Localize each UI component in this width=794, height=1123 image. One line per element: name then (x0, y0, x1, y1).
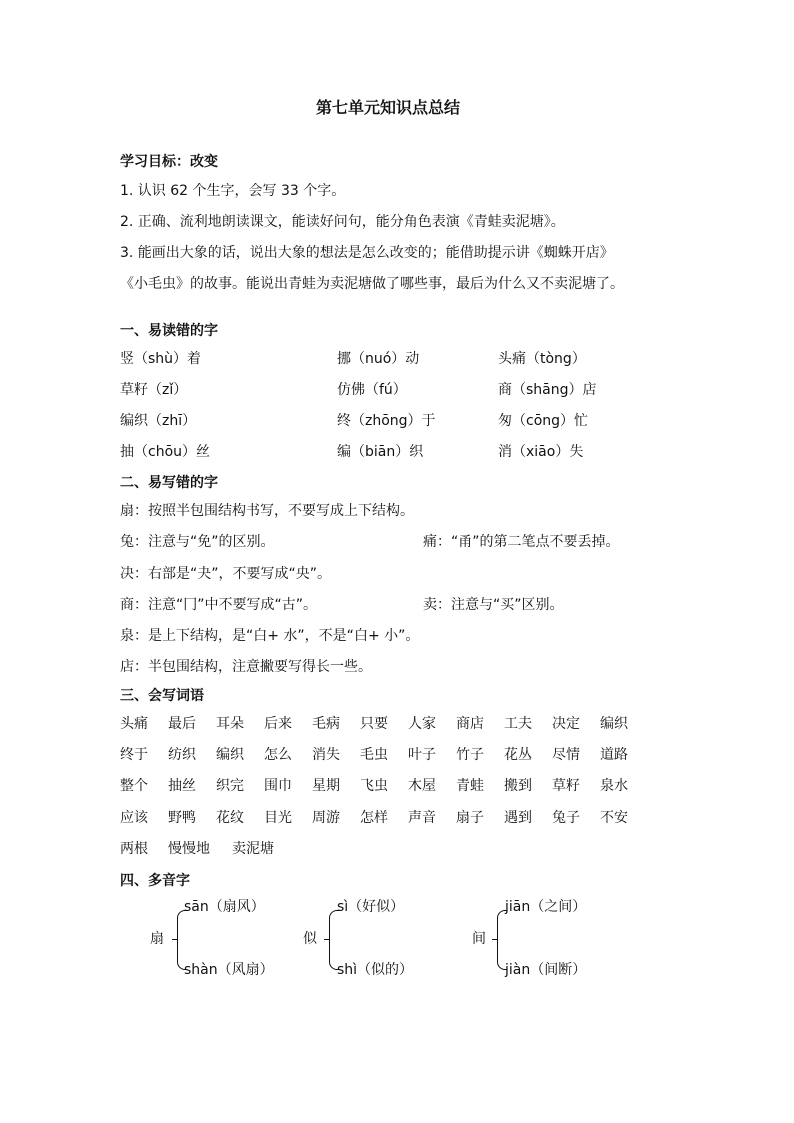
goal-line-3: 3. 能画出大象的话，说出大象的想法是怎么改变的；能借助提示讲《蜘蛛开店》 (120, 245, 614, 261)
writing-note: 泉：是上下结构，是“白+ 水”，不是“白+ 小”。 (120, 628, 420, 644)
vocab-word: 声音 (408, 810, 436, 826)
goal-line-1: 1. 认识 62 个生字，会写 33 个字。 (120, 183, 346, 199)
vocab-word: 泉水 (600, 778, 628, 794)
vocab-word: 怎么 (264, 747, 292, 763)
polyphone-char: 似 (303, 931, 317, 947)
pinyin-item: 编织（zhī） (120, 413, 197, 429)
vocab-word: 毛病 (312, 716, 340, 732)
vocab-word: 叶子 (408, 747, 436, 763)
vocab-word: 抽丝 (168, 778, 196, 794)
vocab-word: 决定 (552, 716, 580, 732)
writing-note: 商：注意“冂”中不要写成“古”。 (120, 597, 318, 613)
polyphone-reading-bottom: jiàn（间断） (505, 962, 587, 978)
vocab-word: 青蛙 (456, 778, 484, 794)
vocab-word: 终于 (120, 747, 148, 763)
pinyin-item: 消（xiāo）失 (498, 444, 584, 460)
vocab-word: 只要 (360, 716, 388, 732)
section1-heading: 一、易读错的字 (120, 323, 218, 339)
pinyin-item: 头痛（tòng） (498, 351, 586, 367)
vocab-word: 花纹 (216, 810, 244, 826)
section4-heading: 四、多音字 (120, 873, 190, 889)
vocab-word: 头痛 (120, 716, 148, 732)
vocab-word: 毛虫 (360, 747, 388, 763)
vocab-word: 草籽 (552, 778, 580, 794)
polyphone-char: 间 (472, 931, 486, 947)
vocab-word: 搬到 (504, 778, 532, 794)
vocab-word: 卖泥塘 (232, 841, 274, 857)
vocab-word: 慢慢地 (168, 841, 210, 857)
vocab-word: 道路 (600, 747, 628, 763)
vocab-word: 不安 (600, 810, 628, 826)
section3-heading: 三、会写词语 (120, 688, 204, 704)
vocab-word: 最后 (168, 716, 196, 732)
pinyin-item: 编（biān）织 (337, 444, 424, 460)
writing-note: 扇：按照半包围结构书写，不要写成上下结构。 (120, 503, 414, 519)
vocab-word: 兔子 (552, 810, 580, 826)
goal-line-2: 2. 正确、流利地朗读课文，能读好问句，能分角色表演《青蛙卖泥塘》。 (120, 214, 565, 230)
pinyin-item: 终（zhōng）于 (337, 413, 436, 429)
vocab-word: 星期 (312, 778, 340, 794)
vocab-word: 木屋 (408, 778, 436, 794)
polyphone-reading-bottom: shì（似的） (337, 962, 414, 978)
vocab-word: 围巾 (264, 778, 292, 794)
vocab-word: 消失 (312, 747, 340, 763)
pinyin-item: 匆（cōng）忙 (498, 413, 589, 429)
vocab-word: 工夫 (504, 716, 532, 732)
vocab-word: 飞虫 (360, 778, 388, 794)
vocab-word: 周游 (312, 810, 340, 826)
pinyin-item: 草籽（zǐ） (120, 382, 188, 398)
vocab-word: 纺织 (168, 747, 196, 763)
vocab-word: 应该 (120, 810, 148, 826)
polyphone-reading-top: jiān（之间） (505, 899, 587, 915)
vocab-word: 目光 (264, 810, 292, 826)
vocab-word: 后来 (264, 716, 292, 732)
polyphone-reading-top: sì（好似） (337, 899, 405, 915)
writing-note: 兔：注意与“免”的区别。 (120, 534, 275, 550)
goals-heading: 学习目标：改变 (120, 154, 218, 170)
section2-heading: 二、易写错的字 (120, 475, 218, 491)
writing-note: 店：半包围结构，注意撇要写得长一些。 (120, 659, 372, 675)
pinyin-item: 抽（chōu）丝 (120, 444, 211, 460)
pinyin-item: 挪（nuó）动 (337, 351, 420, 367)
vocab-word: 人家 (408, 716, 436, 732)
page-title: 第七单元知识点总结 (316, 98, 461, 117)
pinyin-item: 仿佛（fú） (337, 382, 407, 398)
vocab-word: 耳朵 (216, 716, 244, 732)
polyphone-reading-top: sān（扇风） (184, 899, 265, 915)
vocab-word: 扇子 (456, 810, 484, 826)
vocab-word: 野鸭 (168, 810, 196, 826)
polyphone-char: 扇 (150, 931, 164, 947)
vocab-word: 编织 (600, 716, 628, 732)
writing-note: 卖：注意与“买”区别。 (423, 597, 564, 613)
vocab-word: 尽情 (552, 747, 580, 763)
polyphone-reading-bottom: shàn（风扇） (184, 962, 274, 978)
vocab-word: 编织 (216, 747, 244, 763)
vocab-word: 商店 (456, 716, 484, 732)
vocab-word: 织完 (216, 778, 244, 794)
vocab-word: 遇到 (504, 810, 532, 826)
vocab-word: 两根 (120, 841, 148, 857)
goal-line-4: 《小毛虫》的故事。能说出青蛙为卖泥塘做了哪些事，最后为什么又不卖泥塘了。 (120, 276, 624, 292)
pinyin-item: 竖（shù）着 (120, 351, 202, 367)
vocab-word: 怎样 (360, 810, 388, 826)
vocab-word: 竹子 (456, 747, 484, 763)
writing-note: 痛：“甬”的第二笔点不要丢掉。 (423, 534, 620, 550)
pinyin-item: 商（shāng）店 (498, 382, 597, 398)
writing-note: 决：右部是“夬”，不要写成“央”。 (120, 566, 332, 582)
vocab-word: 整个 (120, 778, 148, 794)
vocab-word: 花丛 (504, 747, 532, 763)
